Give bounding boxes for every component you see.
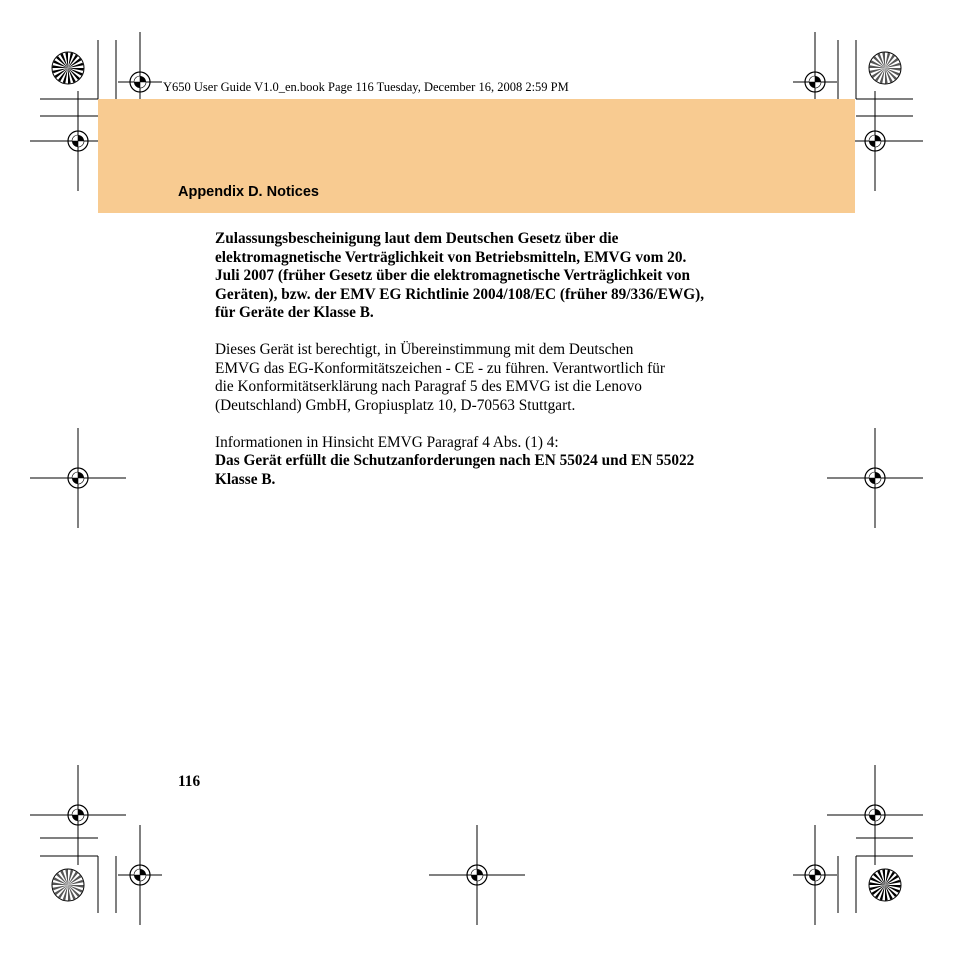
notice-heading-line: elektromagnetische Verträglichkeit von Betriebsmitteln, EMVG vom 20. bbox=[215, 248, 687, 266]
registration-mark bbox=[118, 825, 162, 925]
registration-mark bbox=[30, 765, 126, 865]
star-target bbox=[869, 869, 901, 901]
info-line: Informationen in Hinsicht EMVG Paragraf 4 Abs. (1) 4: bbox=[215, 433, 559, 451]
registration-mark bbox=[827, 428, 923, 528]
notice-paragraph-line: EMVG das EG-Konformitätszeichen - CE - zu führen. Verantwortlich für bbox=[215, 359, 665, 377]
slug-line: Y650 User Guide V1.0_en.book Page 116 Tuesday, December 16, 2008 2:59 PM bbox=[163, 79, 723, 95]
conclusion-line: Klasse B. bbox=[215, 470, 276, 488]
notice-paragraph-line: die Konformitätserklärung nach Paragraf 5 des EMVG ist die Lenovo bbox=[215, 378, 642, 395]
notice-heading-line: für Geräte der Klasse B. bbox=[215, 304, 374, 321]
conclusion-line: Das Gerät erfüllt die Schutzanforderungen nach EN 55024 und EN 55022 bbox=[215, 452, 695, 469]
star-target bbox=[52, 52, 84, 84]
star-target bbox=[869, 52, 901, 84]
notice-body bbox=[215, 230, 785, 489]
registration-mark bbox=[30, 428, 126, 528]
page-number: 116 bbox=[178, 773, 201, 790]
notice-heading-line: Geräten), bzw. der EMV EG Richtlinie 2004/108/EC (früher 89/336/EWG), bbox=[215, 285, 705, 303]
section-title: Appendix D. Notices bbox=[178, 184, 319, 200]
notice-heading-line: Juli 2007 (früher Gesetz über die elektromagnetische Verträglichkeit von bbox=[215, 267, 690, 284]
notice-paragraph-line: (Deutschland) GmbH, Gropiusplatz 10, D-70563 Stuttgart. bbox=[215, 396, 576, 414]
notice-paragraph-line: Dieses Gerät ist berechtigt, in Übereinstimmung mit dem Deutschen bbox=[215, 341, 634, 358]
registration-mark bbox=[827, 765, 923, 865]
notice-heading-line: Zulassungsbescheinigung laut dem Deutschen Gesetz über die bbox=[215, 230, 619, 247]
registration-mark bbox=[793, 825, 837, 925]
registration-mark bbox=[429, 825, 525, 925]
star-target bbox=[52, 869, 84, 901]
